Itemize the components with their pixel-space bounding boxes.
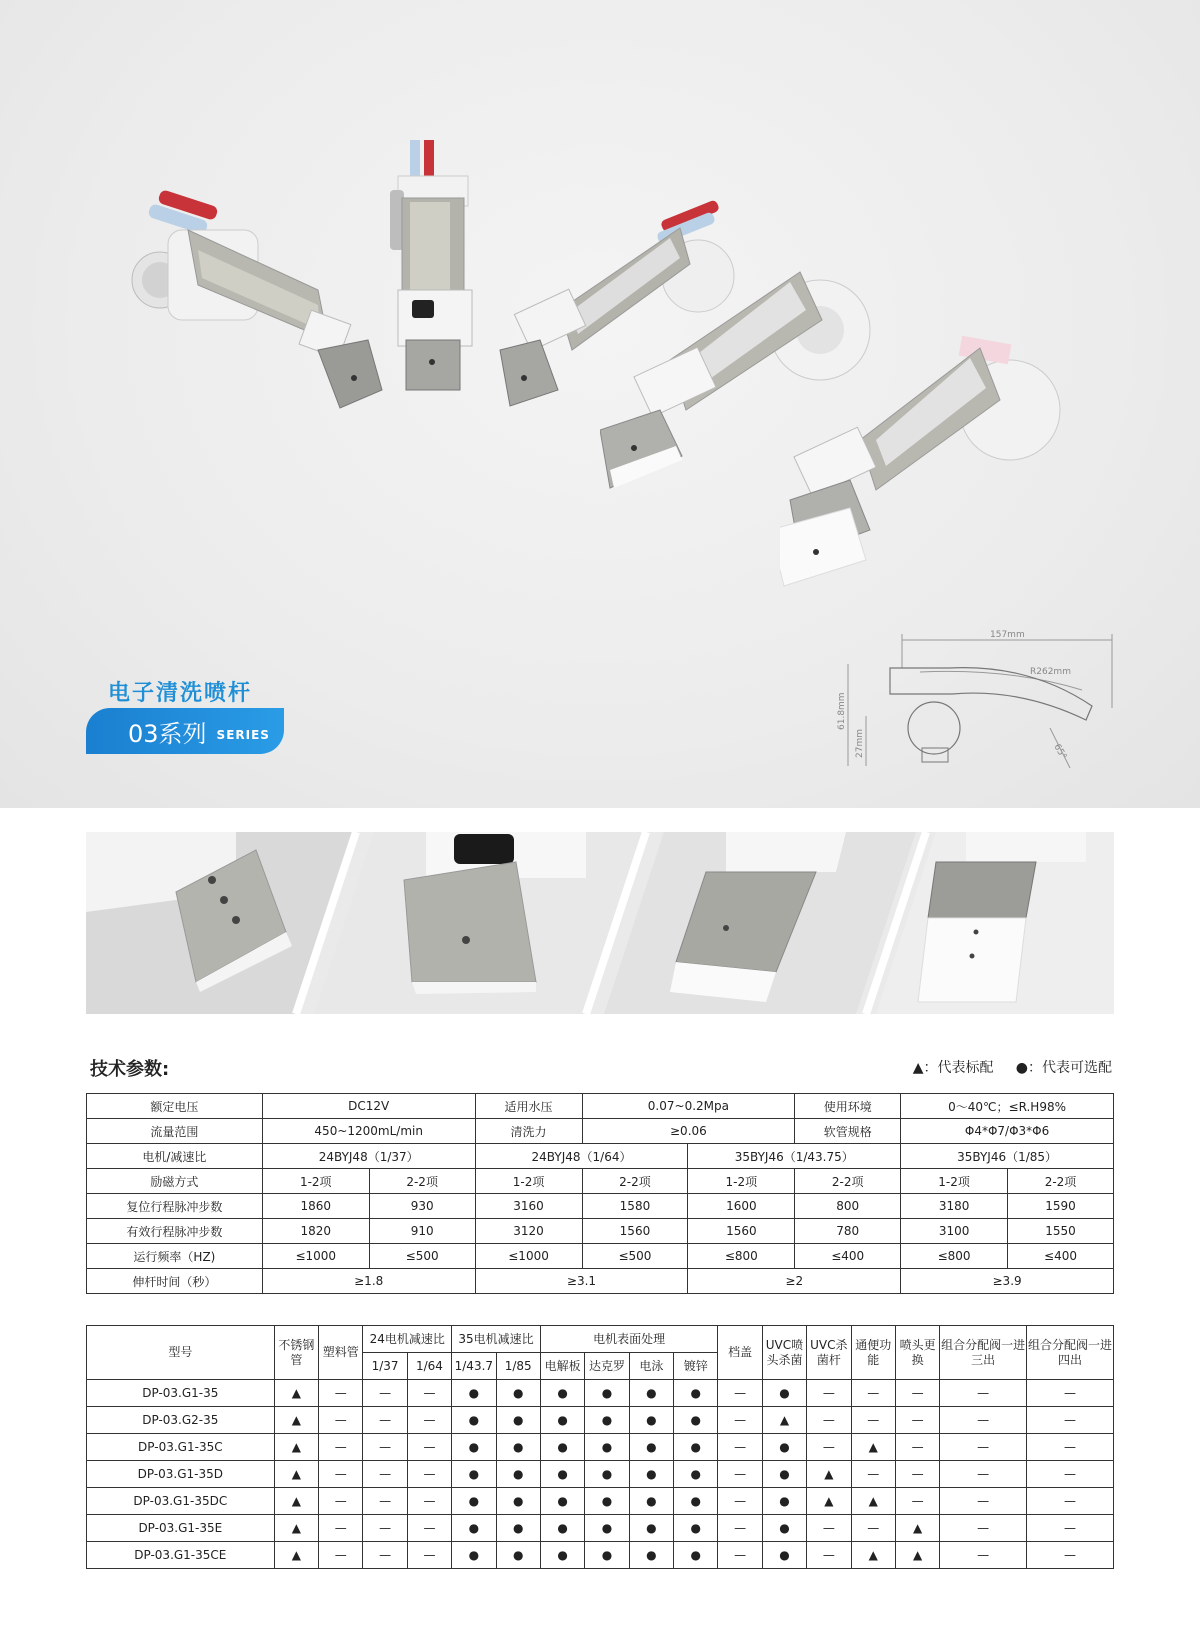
spec-value: ≥3.1 xyxy=(475,1269,688,1294)
spec-label: 额定电压 xyxy=(87,1094,263,1119)
option-cell: ▲ xyxy=(274,1461,318,1488)
option-cell: ▲ xyxy=(851,1542,895,1569)
header-pass: 通便功能 xyxy=(851,1326,895,1380)
option-cell: — xyxy=(363,1461,407,1488)
spec-row-motor xyxy=(87,1144,1114,1169)
spec-table xyxy=(86,1093,1114,1294)
header-nozzle-change: 喷头更换 xyxy=(895,1326,939,1380)
option-cell: ▲ xyxy=(274,1488,318,1515)
spec-value: 1590 xyxy=(1008,1194,1114,1219)
spec-value: 3160 xyxy=(475,1194,582,1219)
option-cell: — xyxy=(940,1434,1027,1461)
spec-value: 1-2项 xyxy=(262,1169,369,1194)
spec-value: DC12V xyxy=(262,1094,475,1119)
header-motor35: 35电机减速比 xyxy=(452,1326,541,1353)
option-cell: — xyxy=(363,1380,407,1407)
option-cell: — xyxy=(363,1434,407,1461)
option-cell: — xyxy=(407,1515,451,1542)
spec-value: 780 xyxy=(795,1219,901,1244)
option-cell: ▲ xyxy=(762,1407,806,1434)
option-cell: — xyxy=(319,1407,363,1434)
spec-value: 1550 xyxy=(1008,1219,1114,1244)
option-cell: ▲ xyxy=(895,1542,939,1569)
option-cell: — xyxy=(940,1407,1027,1434)
option-cell: — xyxy=(851,1461,895,1488)
header-motor24: 24电机减速比 xyxy=(363,1326,452,1353)
model-options-table xyxy=(86,1325,1114,1569)
option-cell: — xyxy=(319,1461,363,1488)
option-cell: ● xyxy=(585,1380,629,1407)
spec-value: 3180 xyxy=(901,1194,1008,1219)
option-cell: — xyxy=(940,1488,1027,1515)
spec-value: 1580 xyxy=(582,1194,688,1219)
spec-value: 35BYJ46（1/43.75） xyxy=(688,1144,901,1169)
option-cell: — xyxy=(851,1515,895,1542)
option-cell: — xyxy=(851,1407,895,1434)
spec-value: 2-2项 xyxy=(795,1169,901,1194)
option-cell: — xyxy=(1027,1542,1114,1569)
option-cell: — xyxy=(1027,1515,1114,1542)
spec-row-effective-steps xyxy=(87,1219,1114,1244)
spec-value: ≤800 xyxy=(901,1244,1008,1269)
header-cover: 档盖 xyxy=(718,1326,762,1380)
option-cell: ● xyxy=(452,1407,496,1434)
option-cell: ● xyxy=(629,1542,673,1569)
model-name-cell: DP-03.G2-35 xyxy=(87,1407,275,1434)
spec-label: 适用水压 xyxy=(475,1094,582,1119)
table-row xyxy=(87,1461,1114,1488)
header-ratio: 1/64 xyxy=(407,1353,451,1380)
header-steel: 不锈钢管 xyxy=(274,1326,318,1380)
spec-row-frequency xyxy=(87,1244,1114,1269)
spec-value: ≤1000 xyxy=(475,1244,582,1269)
option-cell: — xyxy=(363,1488,407,1515)
option-cell: — xyxy=(363,1542,407,1569)
spec-label: 复位行程脉冲步数 xyxy=(87,1194,263,1219)
spec-row-voltage xyxy=(87,1094,1114,1119)
option-cell: ● xyxy=(585,1407,629,1434)
spec-value: ≤400 xyxy=(1008,1244,1114,1269)
spec-label: 励磁方式 xyxy=(87,1169,263,1194)
option-cell: — xyxy=(807,1434,851,1461)
dimension-drawing xyxy=(830,628,1130,788)
option-cell: — xyxy=(851,1380,895,1407)
table-row xyxy=(87,1515,1114,1542)
option-cell: ● xyxy=(674,1434,718,1461)
spec-label: 伸杆时间（秒） xyxy=(87,1269,263,1294)
option-cell: — xyxy=(718,1515,762,1542)
spec-value: 1-2项 xyxy=(901,1169,1008,1194)
option-cell: ● xyxy=(629,1434,673,1461)
option-cell: — xyxy=(895,1380,939,1407)
option-cell: ● xyxy=(452,1542,496,1569)
option-cell: — xyxy=(407,1488,451,1515)
header-valve-3: 组合分配阀一进三出 xyxy=(940,1326,1027,1380)
option-cell: — xyxy=(1027,1488,1114,1515)
header-surface-type: 电泳 xyxy=(629,1353,673,1380)
header-uvc-rod: UVC杀菌杆 xyxy=(807,1326,851,1380)
product-hero xyxy=(0,0,1200,808)
spec-value: 35BYJ46（1/85） xyxy=(901,1144,1114,1169)
table-row xyxy=(87,1407,1114,1434)
dim-width: 157mm xyxy=(990,630,1025,640)
option-cell: ● xyxy=(629,1488,673,1515)
header-ratio: 1/85 xyxy=(496,1353,540,1380)
option-cell: — xyxy=(407,1407,451,1434)
option-cell: — xyxy=(319,1434,363,1461)
option-cell: ● xyxy=(540,1407,584,1434)
option-cell: ▲ xyxy=(274,1380,318,1407)
option-cell: ● xyxy=(674,1515,718,1542)
header-ratio: 1/43.7 xyxy=(452,1353,496,1380)
table-row xyxy=(87,1380,1114,1407)
option-cell: — xyxy=(1027,1461,1114,1488)
option-cell: ● xyxy=(452,1515,496,1542)
spec-value: ≤400 xyxy=(795,1244,901,1269)
product-photo-1 xyxy=(128,190,408,430)
option-cell: ● xyxy=(674,1461,718,1488)
header-model: 型号 xyxy=(87,1326,275,1380)
option-cell: — xyxy=(718,1434,762,1461)
option-cell: — xyxy=(319,1515,363,1542)
option-cell: — xyxy=(407,1434,451,1461)
spec-value: 1-2项 xyxy=(475,1169,582,1194)
spec-value: ≥2 xyxy=(688,1269,901,1294)
option-cell: ● xyxy=(496,1434,540,1461)
spec-row-reset-steps xyxy=(87,1194,1114,1219)
product-photo-5 xyxy=(780,330,1100,590)
header-valve-4: 组合分配阀一进四出 xyxy=(1027,1326,1114,1380)
header-plastic: 塑料管 xyxy=(319,1326,363,1380)
option-cell: — xyxy=(718,1407,762,1434)
option-cell: ▲ xyxy=(895,1515,939,1542)
spec-value: 1860 xyxy=(262,1194,369,1219)
option-cell: — xyxy=(807,1407,851,1434)
option-cell: ● xyxy=(674,1380,718,1407)
spec-value: 1820 xyxy=(262,1219,369,1244)
option-cell: ● xyxy=(762,1380,806,1407)
product-title: 电子清洗喷杆 xyxy=(108,681,253,706)
option-cell: — xyxy=(807,1515,851,1542)
option-cell: — xyxy=(895,1461,939,1488)
option-cell: ● xyxy=(540,1380,584,1407)
option-cell: ● xyxy=(674,1488,718,1515)
option-cell: ● xyxy=(452,1461,496,1488)
option-cell: ● xyxy=(629,1461,673,1488)
spec-value: 2-2项 xyxy=(1008,1169,1114,1194)
spec-label: 电机/减速比 xyxy=(87,1144,263,1169)
spec-value: 24BYJ48（1/37） xyxy=(262,1144,475,1169)
spec-label: 清洗力 xyxy=(475,1119,582,1144)
option-cell: — xyxy=(718,1488,762,1515)
spec-value: 0.07~0.2Mpa xyxy=(582,1094,795,1119)
spec-label: 流量范围 xyxy=(87,1119,263,1144)
option-cell: ● xyxy=(585,1542,629,1569)
option-cell: ● xyxy=(674,1407,718,1434)
option-cell: — xyxy=(407,1542,451,1569)
option-cell: ● xyxy=(496,1380,540,1407)
option-cell: ● xyxy=(762,1542,806,1569)
spec-value: ≤1000 xyxy=(262,1244,369,1269)
option-cell: ● xyxy=(629,1515,673,1542)
spec-value: 24BYJ48（1/64） xyxy=(475,1144,688,1169)
series-word: SERIES xyxy=(216,728,270,742)
spec-value: ≤500 xyxy=(369,1244,475,1269)
spec-value: 2-2项 xyxy=(582,1169,688,1194)
spec-value: 450~1200mL/min xyxy=(262,1119,475,1144)
model-header-row-1 xyxy=(87,1326,1114,1353)
option-cell: ● xyxy=(452,1380,496,1407)
option-cell: ● xyxy=(762,1515,806,1542)
option-cell: — xyxy=(1027,1380,1114,1407)
spec-value: 3100 xyxy=(901,1219,1008,1244)
header-surface-type: 电解板 xyxy=(540,1353,584,1380)
option-cell: ● xyxy=(585,1434,629,1461)
spec-value: ≤500 xyxy=(582,1244,688,1269)
option-cell: ● xyxy=(540,1461,584,1488)
option-cell: ● xyxy=(452,1434,496,1461)
detail-photo-strip xyxy=(86,832,1114,1014)
option-cell: ● xyxy=(585,1488,629,1515)
header-surface-type: 镀锌 xyxy=(674,1353,718,1380)
table-row xyxy=(87,1434,1114,1461)
spec-label: 运行频率（HZ) xyxy=(87,1244,263,1269)
option-cell: ● xyxy=(496,1488,540,1515)
spec-value: 1-2项 xyxy=(688,1169,795,1194)
option-cell: — xyxy=(895,1434,939,1461)
option-cell: — xyxy=(407,1461,451,1488)
model-rows xyxy=(87,1380,1114,1569)
option-cell: ● xyxy=(540,1515,584,1542)
spec-row-extend-time xyxy=(87,1269,1114,1294)
option-cell: ● xyxy=(762,1461,806,1488)
spec-label: 有效行程脉冲步数 xyxy=(87,1219,263,1244)
legend-optional: ●：代表可选配 xyxy=(1015,1060,1112,1076)
spec-row-flow xyxy=(87,1119,1114,1144)
table-row xyxy=(87,1488,1114,1515)
spec-row-excitation xyxy=(87,1169,1114,1194)
option-cell: ▲ xyxy=(851,1434,895,1461)
option-cell: — xyxy=(807,1542,851,1569)
option-cell: — xyxy=(940,1461,1027,1488)
spec-value: ≥1.8 xyxy=(262,1269,475,1294)
model-name-cell: DP-03.G1-35DC xyxy=(87,1488,275,1515)
model-name-cell: DP-03.G1-35CE xyxy=(87,1542,275,1569)
header-surface-type: 达克罗 xyxy=(585,1353,629,1380)
option-cell: — xyxy=(407,1380,451,1407)
spec-value: 1600 xyxy=(688,1194,795,1219)
option-cell: ● xyxy=(585,1461,629,1488)
spec-value: ≥3.9 xyxy=(901,1269,1114,1294)
legend-standard: ▲：代表标配 xyxy=(912,1060,994,1076)
option-cell: ● xyxy=(496,1407,540,1434)
option-cell: ▲ xyxy=(851,1488,895,1515)
option-cell: — xyxy=(363,1407,407,1434)
product-photo-2 xyxy=(380,140,490,400)
option-cell: ● xyxy=(540,1542,584,1569)
header-surface: 电机表面处理 xyxy=(540,1326,718,1353)
option-cell: ▲ xyxy=(807,1488,851,1515)
option-cell: — xyxy=(1027,1407,1114,1434)
option-cell: ● xyxy=(452,1488,496,1515)
spec-value: 930 xyxy=(369,1194,475,1219)
dim-angle: 65° xyxy=(1051,742,1069,762)
header-ratio: 1/37 xyxy=(363,1353,407,1380)
option-cell: — xyxy=(319,1542,363,1569)
dim-radius: R262mm xyxy=(1030,667,1071,677)
option-cell: ● xyxy=(540,1434,584,1461)
legend xyxy=(913,1057,1112,1077)
option-cell: ● xyxy=(496,1542,540,1569)
series-badge xyxy=(86,708,284,754)
spec-value: Φ4*Φ7/Φ3*Φ6 xyxy=(901,1119,1114,1144)
spec-value: 1560 xyxy=(688,1219,795,1244)
option-cell: — xyxy=(895,1407,939,1434)
option-cell: ▲ xyxy=(274,1542,318,1569)
spec-value: ≤800 xyxy=(688,1244,795,1269)
option-cell: — xyxy=(363,1515,407,1542)
spec-value: 1560 xyxy=(582,1219,688,1244)
option-cell: — xyxy=(718,1380,762,1407)
option-cell: ● xyxy=(674,1542,718,1569)
option-cell: ▲ xyxy=(807,1461,851,1488)
dim-height: 61.8mm xyxy=(837,692,847,730)
option-cell: ● xyxy=(629,1380,673,1407)
spec-label: 软管规格 xyxy=(795,1119,901,1144)
header-uvc-nozzle: UVC喷头杀菌 xyxy=(762,1326,806,1380)
option-cell: — xyxy=(319,1380,363,1407)
spec-value: 0～40℃；≤R.H98% xyxy=(901,1094,1114,1119)
option-cell: ● xyxy=(496,1515,540,1542)
table-row xyxy=(87,1542,1114,1569)
spec-value: 910 xyxy=(369,1219,475,1244)
option-cell: — xyxy=(940,1515,1027,1542)
option-cell: — xyxy=(940,1380,1027,1407)
model-name-cell: DP-03.G1-35C xyxy=(87,1434,275,1461)
option-cell: — xyxy=(718,1542,762,1569)
option-cell: — xyxy=(807,1380,851,1407)
option-cell: ▲ xyxy=(274,1434,318,1461)
option-cell: ● xyxy=(540,1488,584,1515)
option-cell: ▲ xyxy=(274,1515,318,1542)
option-cell: — xyxy=(319,1488,363,1515)
spec-value: 2-2项 xyxy=(369,1169,475,1194)
option-cell: ● xyxy=(585,1515,629,1542)
option-cell: — xyxy=(1027,1434,1114,1461)
model-name-cell: DP-03.G1-35 xyxy=(87,1380,275,1407)
option-cell: ● xyxy=(762,1434,806,1461)
spec-value: ≥0.06 xyxy=(582,1119,795,1144)
model-name-cell: DP-03.G1-35D xyxy=(87,1461,275,1488)
option-cell: — xyxy=(718,1461,762,1488)
series-number: 03系列 xyxy=(128,719,207,748)
section-title: 技术参数: xyxy=(90,1059,170,1080)
option-cell: ● xyxy=(496,1461,540,1488)
dim-height-2: 27mm xyxy=(855,729,865,758)
option-cell: — xyxy=(940,1542,1027,1569)
option-cell: ● xyxy=(629,1407,673,1434)
option-cell: ● xyxy=(762,1488,806,1515)
spec-value: 800 xyxy=(795,1194,901,1219)
option-cell: ▲ xyxy=(274,1407,318,1434)
option-cell: — xyxy=(895,1488,939,1515)
spec-value: 3120 xyxy=(475,1219,582,1244)
spec-label: 使用环境 xyxy=(795,1094,901,1119)
model-name-cell: DP-03.G1-35E xyxy=(87,1515,275,1542)
